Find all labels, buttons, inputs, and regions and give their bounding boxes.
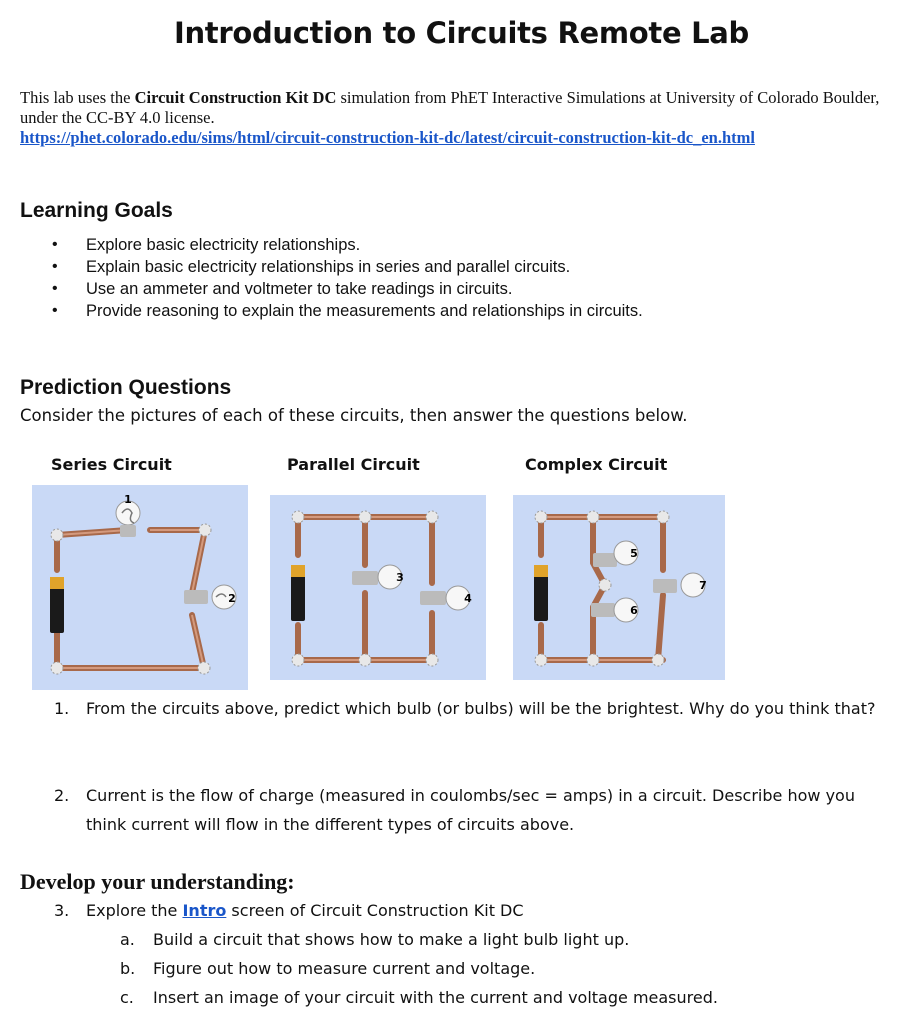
question-2 <box>54 781 894 839</box>
bulb-number: 3 <box>396 571 404 584</box>
q3-text-before: Explore the <box>86 901 183 920</box>
complex-circuit-title: Complex Circuit <box>525 455 668 474</box>
list-item: • Use an ammeter and voltmeter to take readings in circuits. <box>52 278 643 300</box>
learning-goals-heading: Learning Goals <box>20 199 173 222</box>
bulb-number: 5 <box>630 547 638 560</box>
subitem-text: Figure out how to measure current and voltage. <box>153 959 536 978</box>
q3-text-after: screen of Circuit Construction Kit DC <box>226 901 524 920</box>
question-text: Current is the flow of charge (measured in coulombs/sec = amps) in a circuit. Describe how you think current will flow in the different types of circuits above. <box>86 786 855 834</box>
question-number: 3. <box>54 901 70 920</box>
bulb-number: 1 <box>124 493 132 506</box>
question-text: From the circuits above, predict which bulb (or bulbs) will be the brightest. Why do you think that? <box>86 699 876 718</box>
complex-circuit-image <box>513 495 725 680</box>
intro-text-2: simulation from PhET Interactive Simulations at University of Colorado Boulder, under the CC-BY 4.0 license. <box>20 88 880 127</box>
subitem-letter: a. <box>120 930 135 949</box>
bulb-number: 2 <box>228 592 236 605</box>
subitem-letter: b. <box>120 959 136 978</box>
phet-link[interactable]: https://phet.colorado.edu/sims/html/circuit-construction-kit-dc/latest/circuit-construction-kit-dc_en.html <box>20 128 755 147</box>
parallel-circuit-title: Parallel Circuit <box>287 455 420 474</box>
page-title: Introduction to Circuits Remote Lab <box>173 16 750 50</box>
list-item: • Provide reasoning to explain the measurements and relationships in circuits. <box>52 300 643 322</box>
question-1 <box>54 694 894 723</box>
prediction-heading: Prediction Questions <box>20 376 232 399</box>
subitem-c <box>120 983 900 1012</box>
prediction-subtitle: Consider the pictures of each of these circuits, then answer the questions below. <box>20 406 688 425</box>
subitem-text: Insert an image of your circuit with the current and voltage measured. <box>153 988 718 1007</box>
series-circuit-image <box>32 485 248 690</box>
kit-name: Circuit Construction Kit DC <box>134 88 337 107</box>
subitem-a <box>120 925 900 954</box>
bulb-number: 7 <box>699 579 707 592</box>
intro-text-1: This lab uses the <box>20 88 135 107</box>
question-3 <box>54 896 894 925</box>
list-item: • Explore basic electricity relationships. <box>52 234 643 256</box>
develop-heading: Develop your understanding: <box>20 869 295 894</box>
list-item: • Explain basic electricity relationships in series and parallel circuits. <box>52 256 643 278</box>
bulb-number: 6 <box>630 604 638 617</box>
learning-goals-list <box>52 234 643 322</box>
intro-paragraph <box>20 88 900 148</box>
question-number: 1. <box>54 699 70 718</box>
subitem-letter: c. <box>120 988 134 1007</box>
series-circuit-title: Series Circuit <box>51 455 172 474</box>
parallel-circuit-image <box>270 495 486 680</box>
bulb-number: 4 <box>464 592 472 605</box>
intro-link[interactable]: Intro <box>182 901 227 920</box>
question-number: 2. <box>54 786 70 805</box>
subitem-b <box>120 954 900 983</box>
subitem-text: Build a circuit that shows how to make a light bulb light up. <box>153 930 630 949</box>
